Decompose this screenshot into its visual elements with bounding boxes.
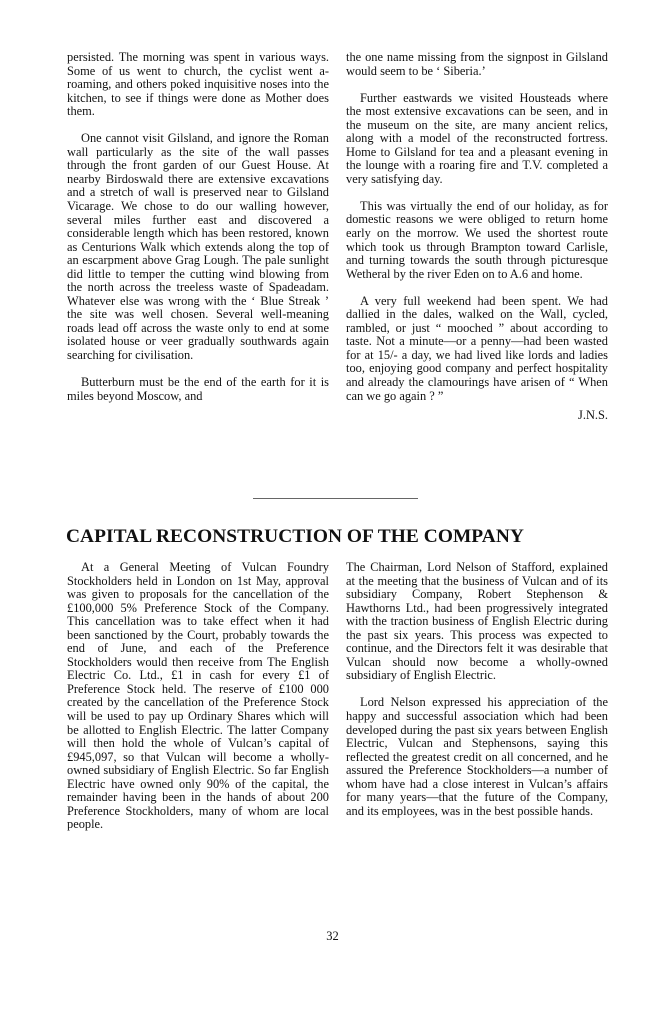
paragraph: persisted. The morning was spent in various ways. Some of us went to church, the cyclist went a-roaming, and others poked inquisitive noses into the kitchen, to see if things were done as Mother does them. (67, 50, 329, 119)
paragraph: This was virtually the end of our holiday, as for domestic reasons we were obliged to return home early on the morrow. We used the shortest route which took us through Brampton toward Carlisle, and turning towards the south through picturesque Wetheral by the river Eden on to A.6 and home. (346, 198, 608, 281)
section-divider (253, 498, 418, 499)
paragraph: The Chairman, Lord Nelson of Stafford, explained at the meeting that the business of Vulcan and of its subsidiary Company, Robert Stephenson & Hawthorns Ltd., had been progressively integrated with the traction business of English Electric during the past six years. This process was expected to continue, and the Directors felt it was desirable that Vulcan should now become a wholly-owned subsidiary of English Electric. (346, 560, 608, 683)
article-right-column (346, 561, 608, 832)
author-signature: J.N.S. (578, 407, 608, 422)
top-article-right-column (346, 51, 608, 422)
paragraph: Further eastwards we visited Housteads where the most extensive excavations can be seen, and in the museum on the site, are many ancient relics, along with a model of the reconstructed fortress. Home to Gilsland for tea and a pleasant evening in the lounge with a roaring fire and T.V. completed a very satisfying day. (346, 90, 608, 186)
article-left-column (67, 561, 329, 845)
paragraph: Lord Nelson expressed his appreciation of the happy and successful association which had been developed during the past six years between English Electric, Vulcan and Stephensons, saying this reflected the greatest credit on all concerned, and he assured the Preference Stockholders—a number of whom have had a close interest in Vulcan’s affairs for many years—that the future of the Company, and its employees, was in the best possible hands. (346, 695, 608, 818)
paragraph: At a General Meeting of Vulcan Foundry Stockholders held in London on 1st May, approval was given to proposals for the cancellation of the £100,000 5% Preference Stock of the Company. This cancellation was to take effect when it had been sanctioned by the Court, probably towards the end of June, and each of the Preference Stockholders would then receive from The English Electric Co. Ltd., £1 in cash for every £1 of Preference Stock held. The reserve of £100 000 created by the cancellation of the Preference Stock will be used to pay up Ordinary Shares which will be allotted to English Electric. The latter Company will then hold the whole of Vulcan’s capital of £945,097, so that Vulcan will become a wholly-owned subsidiary of English Electric. So far English Electric have owned only 90% of the capital, the remainder having been in the hands of about 200 Preference Stockholders, many of whom are local people. (67, 560, 329, 832)
paragraph: the one name missing from the signpost in Gilsland would seem to be ‘ Siberia.’ (346, 50, 608, 78)
page-number: 32 (326, 929, 339, 943)
top-article-left-column (67, 51, 329, 417)
paragraph: Butterburn must be the end of the earth for it is miles beyond Moscow, and (67, 375, 329, 403)
paragraph: A very full weekend had been spent. We had dallied in the dales, walked on the Wall, cycled, rambled, or just “ mooched ” about according to taste. Not a minute—or a penny—had been wasted for at 15/- a day, we had lived like lords and ladies too, enjoying good company and perfect hospitality and already the clamourings have arisen of “ When can we go again ? ” (346, 293, 608, 403)
paragraph: One cannot visit Gilsland, and ignore the Roman wall particularly as the site of the wall passes through the front garden of our Guest House. At nearby Birdoswald there are extensive excavations and a stretch of wall is preserved near to Gilsland Vicarage. We chose to do our walling however, several miles further east and discovered a considerable length which has been restored, known as Centurions Walk which extends along the top of an escarpment above Grag Lough. The pale sunlight did little to temper the cutting wind blowing from the north across the treeless waste of Spadeadam. Whatever else was wrong with the ‘ Blue Streak ’ the site was well chosen. Several well-meaning roads lead off across the waste only to end at some isolated house or veer gradually southwards again searching for civilisation. (67, 131, 329, 362)
article-heading: CAPITAL RECONSTRUCTION OF THE COMPANY (66, 526, 524, 547)
